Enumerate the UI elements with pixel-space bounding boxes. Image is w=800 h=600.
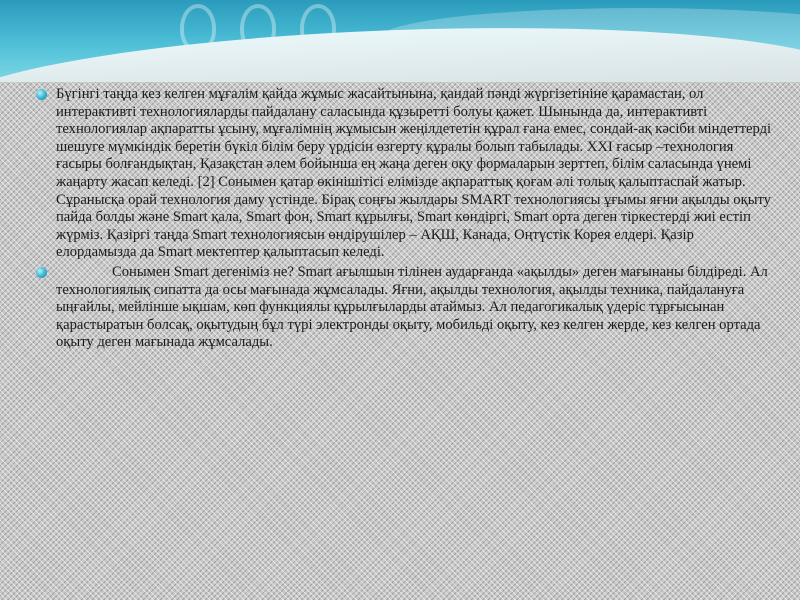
paragraph-1 (56, 86, 776, 262)
paragraph-2 (56, 264, 776, 352)
paragraph-text: Сонымен Smart дегеніміз не? Smart ағылшын тілінен аударғанда «ақылды» деген мағынаны білдіреді. Ал технологиялық сипатта да осы мағынада жұмсалады. Яғни, ақылды технология, ақылды техника, пайдалануға ыңғайлы, мейлінше ықшам, көп функциялы құрылғыларды атаймыз. Ал педагогикалық үдеріс тұрғысынан қарастыратын болсақ, оқытудың бұл түрі электронды оқыту, мобильді оқыту, кез келген жерде, кез келген ортада оқыту деген мағынада жұмсалады. (56, 263, 768, 351)
bullet-dot-icon (36, 89, 47, 100)
slide-body (56, 86, 776, 352)
header-decoration (0, 0, 800, 82)
bullet-dot-icon (36, 267, 47, 278)
paragraph-text: Бүгінгі таңда кез келген мұғалім қайда жұмыс жасайтынына, қандай пәнді жүргізетініне қарамастан, ол интерактивті технологияларды пайдалану саласында құзыретті болуы қажет. Шынында да, интерактивті технологиялар ақпаратты ұсыну, мұғалімнің жұмысын жеңілдететін құрал ғана емес, сондай-ақ кәсіби міндеттерді шешуге мүмкіндік беретін бүкіл білім беру үрдісін өзгерту құралы болып табылады. XXI ғасыр –технология ғасыры болғандықтан, Қазақстан әлем бойынша ең жаңа деген оқу формаларын зерттеп, білім саласында үнемі жаңарту жасап келеді. [2] Сонымен қатар өкінішітісі елімізде ақпараттық қоғам әлі толық қалыптаспай жатыр. Сұранысқа орай технология даму үстінде. Бірақ соңғы жылдары SMART технологиясы ұғымы яғни ақылды оқыту пайда болды және Smart қала, Smart фон, Smart құрылғы, Smart көндіргі, Smart орта деген тіркестерді жиі естіп жүрміз. Қазіргі таңда Smart технологиясын өндірушілер – АҚШ, Канада, Оңтүстік Корея елдері. Қазір елордамызда да Smart мектептер қалыптасып келеді. (56, 86, 772, 261)
